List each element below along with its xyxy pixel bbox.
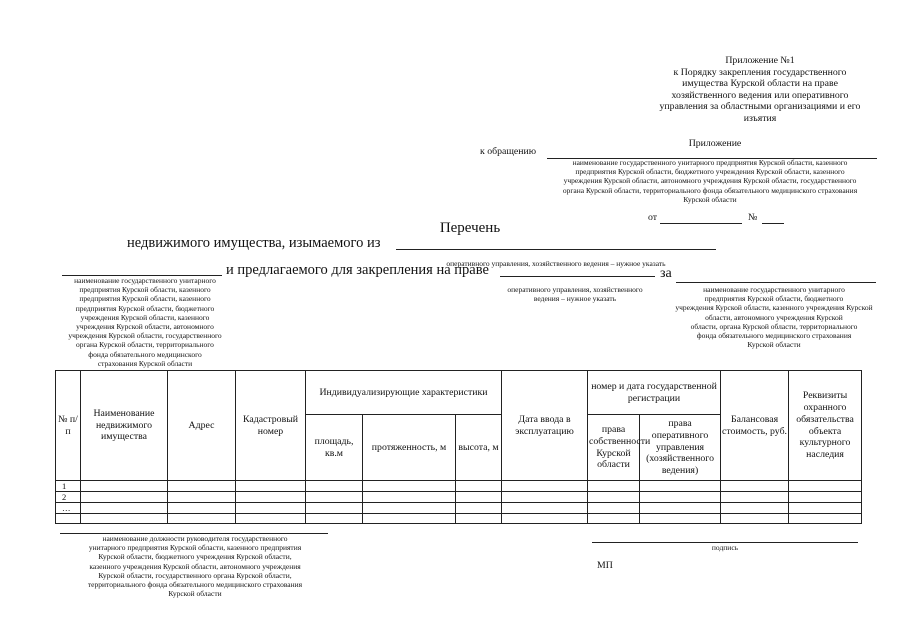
row-number: … xyxy=(56,503,81,514)
position-hint xyxy=(55,534,335,598)
annex-line: управления за областными организациями и его xyxy=(659,101,861,113)
from-label: от xyxy=(648,212,658,223)
table-cell xyxy=(81,492,168,503)
seal-label: МП xyxy=(597,560,613,571)
table-cell xyxy=(640,492,721,503)
col-protection-header: Реквизиты охранного обязательства объекта культурного наследия xyxy=(789,371,862,481)
annex-line: хозяйственного ведения или оперативного xyxy=(671,89,849,101)
table-cell xyxy=(588,481,640,492)
right-org-hint-line: фонда обязательного медицинского страхования xyxy=(696,331,852,341)
col-individual-header: Индивидуализирующие характеристики xyxy=(306,371,502,415)
table-cell xyxy=(721,481,789,492)
annex-line: имущества Курской области на праве xyxy=(682,78,838,90)
left-org-hint-line: страхования Курской области xyxy=(97,358,193,368)
annex-title: Приложение №1 xyxy=(725,55,795,66)
table-row xyxy=(56,503,862,514)
table-cell xyxy=(236,481,306,492)
position-hint-line: Курской области, государственного органа Курской области, xyxy=(98,570,292,580)
col-num-header: № п/п xyxy=(56,371,81,481)
table-cell xyxy=(456,492,502,503)
right-org-hint xyxy=(668,285,880,349)
table-cell xyxy=(236,503,306,514)
row-number xyxy=(56,514,81,524)
table-cell xyxy=(640,503,721,514)
table-cell xyxy=(168,514,236,524)
right-org-hint-line: предприятия Курской области, бюджетного xyxy=(704,294,844,304)
position-hint-line: Курской области xyxy=(168,589,222,599)
withdraw-fill-line xyxy=(396,249,716,250)
table-cell xyxy=(640,481,721,492)
appeal-label: к обращению xyxy=(480,146,537,157)
table-cell xyxy=(456,481,502,492)
table-cell xyxy=(363,514,456,524)
table-cell xyxy=(789,503,862,514)
table-cell xyxy=(306,481,363,492)
number-fill-line xyxy=(762,223,784,224)
col-operational-header: права оперативного управления (хозяйственного ведения) xyxy=(640,415,721,481)
col-name-header: Наименование недвижимого имущества xyxy=(81,371,168,481)
assign-fill-line xyxy=(500,276,655,277)
table-row xyxy=(56,492,862,503)
col-height-header: высота, м xyxy=(456,415,502,481)
col-address-header: Адрес xyxy=(168,371,236,481)
right-org-hint-line: наименование государственного унитарного xyxy=(703,285,845,294)
signature-hint: подпись xyxy=(711,543,739,552)
annex-line: к Порядку закрепления государственного xyxy=(673,66,847,78)
table-cell xyxy=(456,503,502,514)
position-hint-line: Курской области, бюджетного учреждения Курской области, xyxy=(98,552,292,562)
right-org-fill-line xyxy=(676,282,876,283)
table-cell xyxy=(721,503,789,514)
table-cell xyxy=(306,503,363,514)
col-registration-header: номер и дата государственной регистрации xyxy=(588,371,721,415)
left-org-hint-line: фонда обязательного медицинского xyxy=(88,349,202,359)
table-cell xyxy=(502,503,588,514)
row-number: 1 xyxy=(56,481,81,492)
position-hint-line: казенного учреждения Курской области, автономного учреждения xyxy=(89,561,301,571)
position-hint-line: унитарного предприятия Курской области, казенного предприятия xyxy=(88,543,302,553)
assign-text: и предлагаемого для закрепления на праве xyxy=(226,262,489,278)
property-table xyxy=(55,370,862,524)
col-cadastral-header: Кадастровый номер xyxy=(236,371,306,481)
left-org-hint-line: предприятия Курской области, казенного xyxy=(79,294,211,304)
left-org-hint-line: предприятия Курской области, бюджетного xyxy=(75,303,215,313)
table-cell xyxy=(168,503,236,514)
left-org-hint-line: органа Курской области, территориального xyxy=(76,340,214,350)
annex-line: изъятия xyxy=(743,112,777,124)
right-hint xyxy=(490,285,660,303)
right-org-hint-line: области, автономного учреждения Курской xyxy=(705,312,843,322)
table-cell xyxy=(81,514,168,524)
appendix-label: Приложение xyxy=(688,138,742,149)
right-hint-line: оперативного управления, хозяйственного xyxy=(507,285,643,294)
table-cell xyxy=(721,514,789,524)
left-org-hint-line: учреждения Курской области, государственного xyxy=(68,331,222,341)
appeal-hint-line: Курской области xyxy=(683,194,737,204)
table-row xyxy=(56,481,862,492)
assign-for: за xyxy=(660,266,672,281)
table-cell xyxy=(640,514,721,524)
col-area-header: площадь, кв.м xyxy=(306,415,363,481)
table-row xyxy=(56,514,862,524)
table-cell xyxy=(81,503,168,514)
table-cell xyxy=(236,492,306,503)
col-ownership-header: права собственности Курской области xyxy=(588,415,640,481)
table-cell xyxy=(236,514,306,524)
table-cell xyxy=(363,503,456,514)
appeal-hint-line: органа Курской области, территориального фонда обязательного медицинского страхования xyxy=(562,185,858,195)
appeal-hint-line: наименование государственного унитарного предприятия Курской области, казенного xyxy=(572,158,848,167)
left-org-hint-line: учреждения Курской области, казенного xyxy=(80,312,210,322)
table-cell xyxy=(168,481,236,492)
left-org-hint-line: учреждения Курской области, автономного xyxy=(76,322,214,332)
right-org-hint-line: области, органа Курской области, территориального xyxy=(690,321,858,331)
position-hint-line: наименование должности руководителя государственного xyxy=(102,534,288,543)
table-cell xyxy=(502,481,588,492)
left-org-hint-line: наименование государственного унитарного xyxy=(74,276,216,285)
annex-block xyxy=(640,55,880,125)
table-cell xyxy=(363,481,456,492)
left-org-hint xyxy=(55,276,235,368)
right-org-hint-line: учреждения Курской области, казенного учреждения Курской xyxy=(675,303,873,313)
table-cell xyxy=(789,492,862,503)
table-cell xyxy=(502,514,588,524)
table-cell xyxy=(588,514,640,524)
number-label: № xyxy=(748,212,758,223)
appeal-hint-line: предприятия Курской области, бюджетного учреждения Курской области, казенного xyxy=(575,167,845,177)
table-cell xyxy=(588,503,640,514)
table-cell xyxy=(363,492,456,503)
document-title: Перечень xyxy=(439,220,501,236)
table-cell xyxy=(588,492,640,503)
col-length-header: протяженность, м xyxy=(363,415,456,481)
table-cell xyxy=(789,514,862,524)
row-number: 2 xyxy=(56,492,81,503)
appeal-hint-line: учреждения Курской области, автономного учреждения Курской области, государственного xyxy=(563,176,857,186)
table-cell xyxy=(81,481,168,492)
appeal-hint xyxy=(530,158,890,204)
col-commission-header: Дата ввода в эксплуатацию xyxy=(502,371,588,481)
table-cell xyxy=(168,492,236,503)
date-fill-line xyxy=(660,223,742,224)
table-cell xyxy=(502,492,588,503)
table-cell xyxy=(306,514,363,524)
left-org-hint-line: предприятия Курской области, казенного xyxy=(79,285,211,295)
table-cell xyxy=(306,492,363,503)
col-balance-header: Балансовая стоимость, руб. xyxy=(721,371,789,481)
table-cell xyxy=(456,514,502,524)
right-org-hint-line: Курской области xyxy=(747,340,801,350)
position-hint-line: территориального фонда обязательного медицинского страхования xyxy=(87,580,303,590)
withdraw-text: недвижимого имущества, изымаемого из xyxy=(127,235,381,251)
table-cell xyxy=(789,481,862,492)
right-hint-line: ведения – нужное указать xyxy=(533,294,617,304)
withdraw-hint: оперативного управления, хозяйственного ведения – нужное указать xyxy=(446,259,666,268)
table-cell xyxy=(721,492,789,503)
